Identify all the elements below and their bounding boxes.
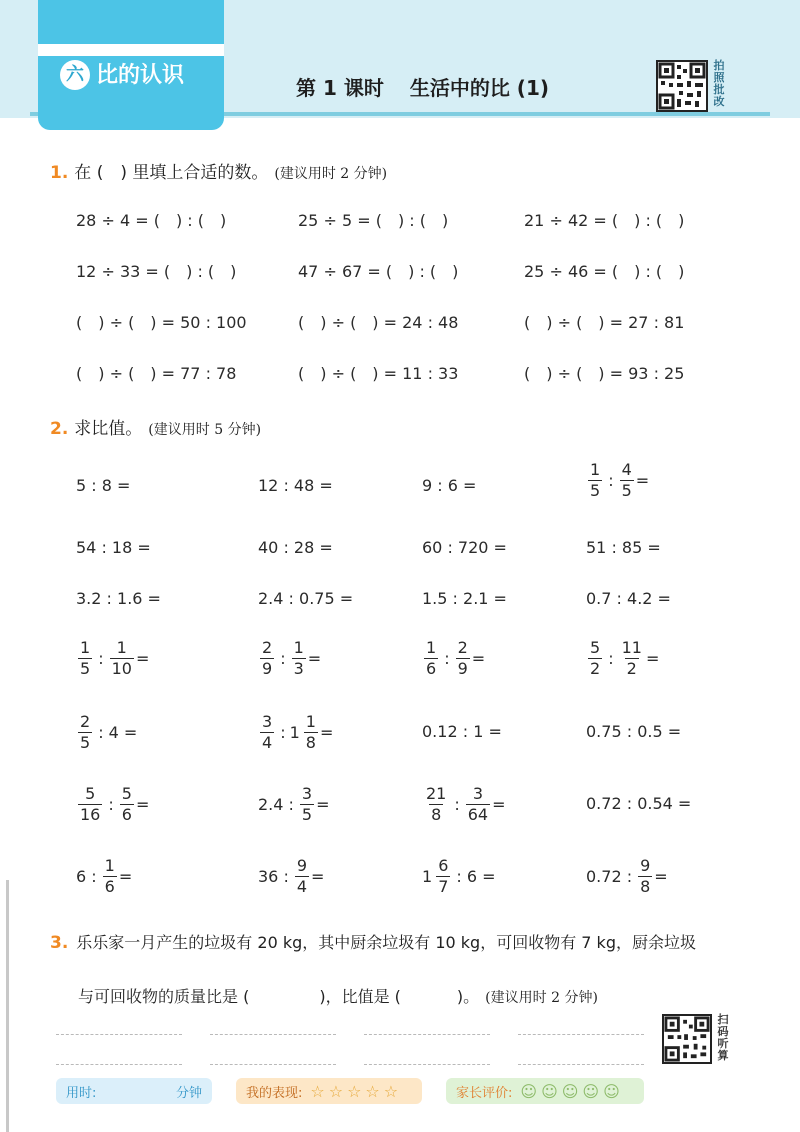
q2-item-fraction: 0.72 : $\frac{9}{8}$ =: [586, 856, 668, 896]
q2-text: 求比值。: [74, 419, 143, 439]
my-performance-box: [236, 1078, 422, 1104]
unit-name: 比的认识: [96, 63, 185, 88]
q2-item: 51 : 85 =: [586, 538, 661, 557]
q2-hint: (建议用时 5 分钟): [148, 422, 262, 438]
parent-review-label: 家长评价:: [456, 1085, 513, 1101]
q2-item: 54 : 18 =: [76, 538, 151, 557]
q2-item-fraction: $\frac{2}{9}$ : $\frac{1}{3}$ =: [262, 638, 322, 678]
q1-item: 47 ÷ 67 = ( ) : ( ): [298, 262, 459, 281]
page-edge: [6, 880, 9, 1132]
answer-line[interactable]: [518, 1064, 644, 1065]
q2-item-fraction: 36 : $\frac{9}{4}$ =: [258, 856, 325, 896]
q1-item: ( ) ÷ ( ) = 11 : 33: [298, 364, 459, 383]
q2-item-fraction: $\frac{5}{2}$ : $\frac{11}{2}$ =: [590, 638, 660, 678]
q1-item: ( ) ÷ ( ) = 93 : 25: [524, 364, 685, 383]
lesson-number: 第 1 课时: [296, 76, 384, 100]
q1-item: 25 ÷ 5 = ( ) : ( ): [298, 211, 449, 230]
q1-item: ( ) ÷ ( ) = 50 : 100: [76, 313, 247, 332]
answer-line[interactable]: [364, 1034, 490, 1035]
q2-item: 2.4 : 0.75 =: [258, 589, 354, 608]
answer-line[interactable]: [210, 1064, 336, 1065]
q1-item: 21 ÷ 42 = ( ) : ( ): [524, 211, 685, 230]
q1-item: ( ) ÷ ( ) = 77 : 78: [76, 364, 237, 383]
qr-code-icon[interactable]: [662, 1014, 712, 1064]
performance-label: 我的表现:: [246, 1085, 303, 1101]
q2-item-fraction: $\frac{21}{8}$ : $\frac{3}{64}$ =: [426, 784, 506, 824]
q2-item-fraction: $\frac{1}{5}$ : $\frac{4}{5}$ =: [590, 460, 650, 500]
q1-item: ( ) ÷ ( ) = 24 : 48: [298, 313, 459, 332]
time-label: 用时:: [66, 1085, 97, 1101]
answer-line[interactable]: [210, 1034, 336, 1035]
q2-item-fraction: $\frac{2}{5}$ : 4 =: [80, 712, 138, 752]
q2-item: 5 : 8 =: [76, 476, 131, 495]
q3-line2: 与可回收物的质量比是 ( )，比值是 ( )。 (建议用时 2 分钟): [78, 987, 598, 1006]
q1-item: 12 ÷ 33 = ( ) : ( ): [76, 262, 237, 281]
answer-line[interactable]: [56, 1034, 182, 1035]
q3-line1: 3. 乐乐家一月产生的垃圾有 20 kg，其中厨余垃圾有 10 kg，可回收物有 7 kg，厨余垃圾: [50, 933, 696, 953]
q2-number: 2.: [50, 419, 69, 439]
q1-number: 1.: [50, 163, 69, 183]
q2-item-fraction: 2.4 : $\frac{3}{5}$ =: [258, 784, 330, 824]
qr-bottom-label: 扫码听算: [717, 1013, 729, 1062]
parent-review-box: [446, 1078, 644, 1104]
q2-item: 0.12 : 1 =: [422, 722, 502, 741]
q2-item: 0.75 : 0.5 =: [586, 722, 682, 741]
q2-item-fraction: 6 : $\frac{1}{6}$ =: [76, 856, 133, 896]
answer-line[interactable]: [56, 1064, 182, 1065]
q2-item-fraction: $\frac{5}{16}$ : $\frac{5}{6}$ =: [80, 784, 150, 824]
q2-item: 3.2 : 1.6 =: [76, 589, 161, 608]
q1-item: ( ) ÷ ( ) = 27 : 81: [524, 313, 685, 332]
answer-line[interactable]: [364, 1064, 490, 1065]
q2-item: 0.7 : 4.2 =: [586, 589, 671, 608]
answer-line[interactable]: [518, 1034, 644, 1035]
q2-heading: [50, 414, 261, 439]
unit-number-badge: 六: [60, 60, 90, 90]
q2-item-fraction: $\frac{3}{4}$ : 1 $\frac{1}{8}$ =: [262, 712, 334, 752]
q2-item: 9 : 6 =: [422, 476, 477, 495]
q2-item: 1.5 : 2.1 =: [422, 589, 507, 608]
q2-item-fraction: $\frac{1}{5}$ : $\frac{1}{10}$ =: [80, 638, 150, 678]
star-rating-icon[interactable]: ☆☆☆☆☆: [310, 1081, 403, 1101]
q2-item-fraction: 1 $\frac{6}{7}$ : 6 =: [422, 856, 496, 896]
time-unit: 分钟: [175, 1085, 202, 1101]
unit-tab-stripe: [38, 44, 224, 56]
q1-item: 25 ÷ 46 = ( ) : ( ): [524, 262, 685, 281]
q2-item: 0.72 : 0.54 =: [586, 794, 692, 813]
time-used-box: [56, 1078, 212, 1104]
qr-code-icon[interactable]: [656, 60, 708, 112]
q2-item: 12 : 48 =: [258, 476, 333, 495]
smiley-rating-icon[interactable]: ☺☺☺☺☺: [520, 1081, 624, 1101]
fraction: $\frac{4}{5}$: [621, 460, 632, 500]
q1-hint: (建议用时 2 分钟): [274, 166, 388, 182]
lesson-title: [296, 72, 549, 101]
q3-number: 3.: [50, 933, 69, 953]
q2-item-fraction: $\frac{1}{6}$ : $\frac{2}{9}$ =: [426, 638, 486, 678]
q1-item: 28 ÷ 4 = ( ) : ( ): [76, 211, 227, 230]
unit-tab: [38, 0, 224, 130]
fraction: $\frac{1}{5}$: [590, 460, 601, 500]
q1-text: 在 ( ) 里填上合适的数。: [74, 163, 269, 183]
q1-heading: [50, 158, 387, 183]
q2-item: 40 : 28 =: [258, 538, 333, 557]
lesson-name: 生活中的比 (1): [409, 76, 550, 100]
q2-item: 60 : 720 =: [422, 538, 507, 557]
qr-top-label: 拍照批改: [713, 59, 725, 108]
